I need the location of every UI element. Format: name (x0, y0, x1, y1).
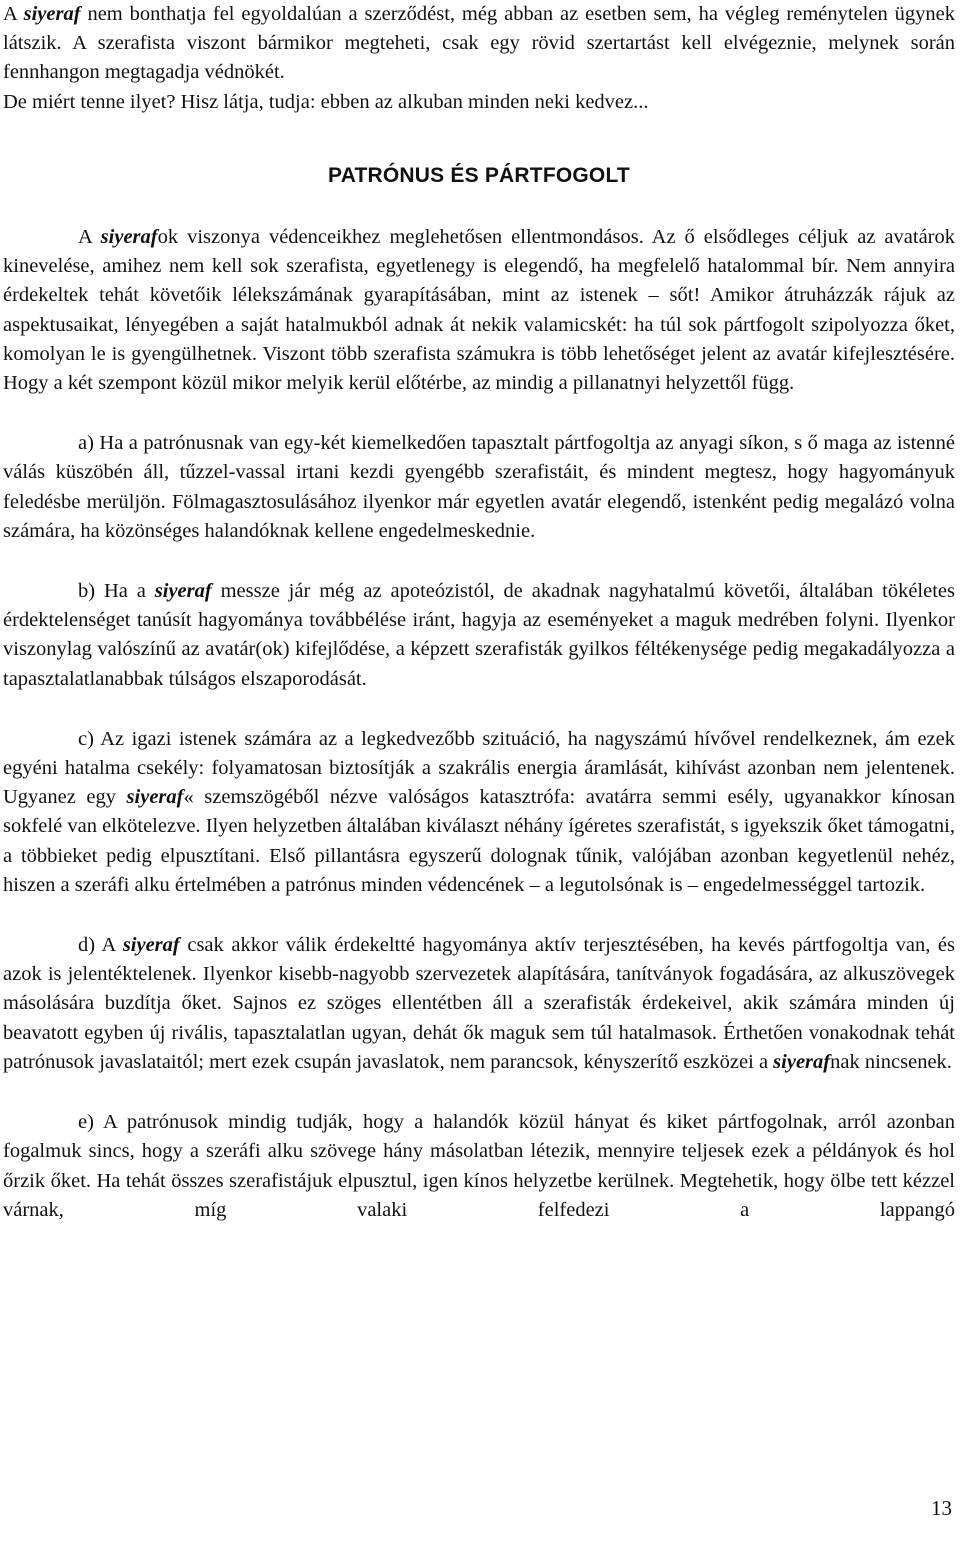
spacer (3, 117, 955, 161)
paragraph-text: messze jár még az apoteózistól, de akadnak nagyhatalmú követői, általában tökéletes érdektelenséget tanúsít hagyománya továbbélése iránt, hagyja az eseményeket a maguk medrében folyni. Ilyenkor viszonylag valószínű az avatár(ok) kifejlődése, a képzett szerafisták gyilkos féltékenysége pedig megakadályozza a tapasztalatlanabbak túlságos elszaporodását. (3, 580, 955, 690)
paragraph-text: csak akkor válik érdekeltté hagyománya aktív terjesztésében, ha kevés pártfogoltja van, és azok is jelentéktelenek. Ilyenkor kisebb-nagyobb szervezetek alapítására, tanítványok fogadására, az alkuszövegek másolására buzdítja őket. Sajnos ez szöges ellentétben áll a szerafisták érdekeivel, akik számára minden új beavatott egyben új rivális, tapasztalatlan ugyan, dehát ők maguk sem túl hatalmasok. Érthetően vonakodnak tehát patrónusok javaslataitól; mert ezek csupán javaslatok, nem parancsok, kényszerítő eszközei a (3, 934, 955, 1073)
spacer (3, 546, 955, 577)
section-title: PATRÓNUS ÉS PÁRTFOGOLT (328, 163, 630, 187)
siyeraf-term: siyeraf (23, 3, 81, 25)
paragraph-text: e) A patrónusok mindig tudják, hogy a halandók közül hányat és kiket pártfogolnak, arról azonban fogalmuk sincs, hogy a szeráfi alku szövege hány másolatban létezik, mennyire teljesek ezek a példányok és hol őrzik őket. Ha tehát összes szerafistájuk elpusztul, igen kínos helyzetbe kerülnek. Megtehetik, hogy ölbe tett kézzel várnak, míg valaki felfedezi a lappangó (3, 1111, 955, 1221)
siyeraf-term: siyeraf (773, 1050, 831, 1073)
page-number: 13 (931, 1496, 952, 1520)
paragraph-case-d (3, 931, 955, 1077)
siyeraf-term: siyeraf (126, 786, 184, 809)
paragraph-text: « szemszögéből nézve valóságos katasztrófa: avatárra semmi esély, ugyanakkor kínosan sokfelé van elkötelezve. Ilyen helyzetben általában kiválaszt néhány ígéretes szerafistát, s igyekszik őket támogatni, a többieket pedig elpusztítani. Első pillantásra egyszerű dolognak tűnik, valójában azonban kegyetlenül nehéz, hiszen a szeráfi alku értelmében a patrónus minden védencének – a legutolsónak is – engedelmességgel tartozik. (3, 786, 956, 896)
siyeraf-term: siyeraf (100, 226, 158, 249)
spacer (3, 900, 955, 931)
spacer (3, 694, 955, 725)
intro-text-start: A (3, 3, 24, 25)
paragraph-text: d) A (78, 934, 123, 957)
paragraph-case-e (3, 1108, 955, 1225)
siyeraf-term: siyeraf (122, 934, 180, 957)
paragraph-text: ok viszonya védenceikhez meglehetősen ellentmondásos. Az ő elsődleges céljuk az avatárok kinevelése, amihez nem kell sok szerafista, egyetlenegy is elegendő, ha megfelelő hatalommal bír. Nem annyira érdekeltek tehát követőik lélekszámának gyarapításában, mint az istenek – sőt! Amikor átruházzák rájuk az aspektusaikat, lényegében a saját hatalmukból adnak át nekik valamicskét: ha túl sok pártfogolt szipolyozza őket, komolyan le is gyengülhetnek. Viszont több szerafista számukra is több lehetőséget jelent az avatár kifejlesztésére. Hogy a két szempont közül mikor melyik kerül előtérbe, az mindig a pillanatnyi helyzettől függ. (3, 226, 955, 395)
intro-text-rest: nem bonthatja fel egyoldalúan a szerződést, még abban az esetben sem, ha végleg reménytelen ügynek látszik. A szerafista viszont bármikor megteheti, csak egy rövid szertartást kell elvégeznie, melynek során fennhangon megtagadja védnökét. (3, 3, 955, 84)
paragraph-case-b (3, 577, 955, 694)
intro-question-text: De miért tenne ilyet? Hisz látja, tudja: ebben az alkuban minden neki kedvez... (3, 90, 649, 113)
paragraph-text: A (78, 226, 101, 249)
paragraph-patron-relationship (3, 223, 955, 398)
paragraph-text: a) Ha a patrónusnak van egy-két kiemelkedően tapasztalt pártfogoltja az anyagi síkon, s ő maga az istenné válás küszöbén áll, tűzzel-vassal irtani kezdi gyengébb szerafistáit, és mindent megtesz, hogy hagyományuk feledésbe merüljön. Fölmagasztosulásához ilyenkor már egyetlen avatár elegendő, istenként pedig megalázó volna számára, ha közönséges halandóknak kellene engedelmeskednie. (3, 432, 955, 542)
document-page (3, 0, 955, 1225)
intro-paragraph (3, 0, 955, 88)
intro-question (3, 88, 955, 117)
spacer (3, 1077, 955, 1108)
paragraph-text: b) Ha a (78, 580, 155, 603)
paragraph-case-a (3, 429, 955, 546)
paragraph-case-c (3, 725, 955, 900)
siyeraf-term: siyeraf (154, 580, 212, 603)
spacer (3, 398, 955, 429)
spacer (3, 190, 955, 223)
paragraph-text: c) Az igazi istenek számára az a legkedvezőbb szituáció, ha nagyszámú hívővel rendelkeznek, ám ezek egyéni hatalma csekély: folyamatosan biztosítják a szakrális energia áramlását, kihívást azonban nem jelentenek. Ugyanez egy (3, 727, 955, 809)
paragraph-text: nak nincsenek. (830, 1050, 952, 1073)
